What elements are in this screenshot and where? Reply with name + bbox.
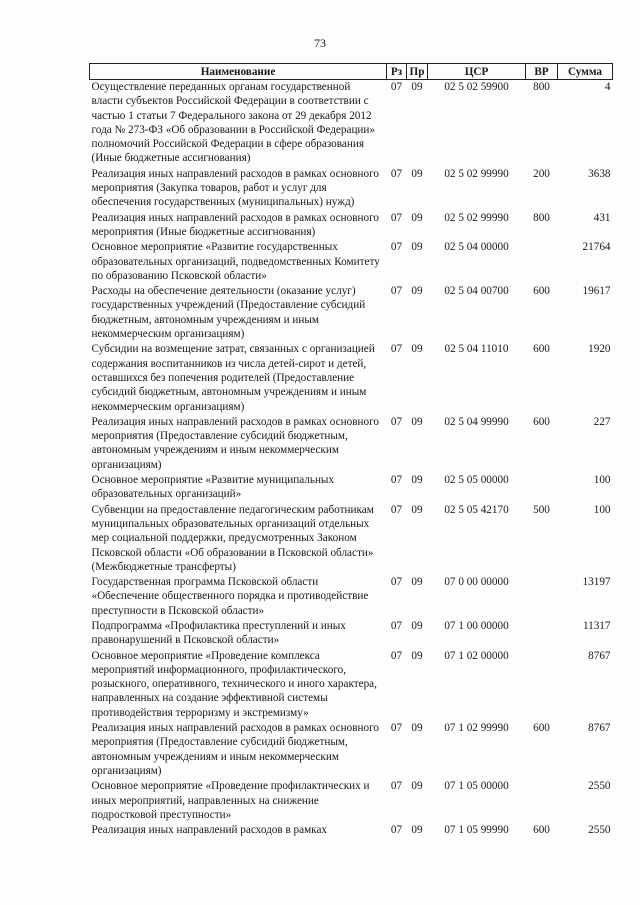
cell-sum: 13197	[582, 576, 611, 589]
cell-sum: 11317	[582, 619, 611, 632]
cell-name: Реализация иных направлений расходов в рамках основного мероприятия (Закупка товаров, работ и услуг для обеспечения государственных (муниципальных) нужд)	[91, 167, 379, 209]
cell-rz: 07	[390, 241, 403, 254]
cell-vr: 600	[533, 343, 550, 356]
cell-csr: 02 5 04 00000	[444, 241, 509, 254]
cell-sum: 19617	[582, 285, 611, 298]
cell-pr: 09	[411, 649, 423, 662]
cell-pr: 09	[411, 81, 423, 93]
cell-rz: 07	[390, 619, 403, 632]
cell-csr: 02 5 02 99990	[444, 211, 509, 224]
cell-name: Субвенции на предоставление педагогическим работникам муниципальных образовательных организаций отдельных мер социальной поддержки, предусмотренных Законом Псковской области «Об образовании в Псковской области» (Межбюджетные трансферты)	[91, 503, 374, 573]
cell-csr: 02 5 02 59900	[444, 81, 509, 93]
cell-csr: 07 1 05 99990	[444, 824, 509, 837]
cell-rz: 07	[390, 415, 403, 428]
cell-pr: 09	[411, 474, 423, 487]
table-body	[90, 80, 613, 839]
cell-vr: 800	[533, 211, 550, 224]
cell-name: Реализация иных направлений расходов в рамках основного мероприятия (Предоставление субсидий бюджетным, автономным учреждениям и иным некоммерческим организациям)	[91, 415, 379, 471]
table-row	[90, 823, 613, 838]
cell-csr: 02 5 04 00700	[444, 285, 509, 298]
cell-pr: 09	[411, 211, 423, 224]
cell-rz: 07	[390, 576, 403, 589]
cell-sum: 21764	[582, 241, 611, 254]
table-row	[90, 473, 613, 503]
cell-pr: 09	[411, 824, 423, 837]
table-row	[90, 415, 613, 473]
column-header-rz: Рз	[387, 64, 407, 80]
cell-name: Государственная программа Псковской области «Обеспечение общественного порядка и противодействие преступности в Псковской области»	[91, 576, 369, 617]
cell-pr: 09	[411, 503, 423, 516]
cell-rz: 07	[390, 649, 403, 662]
cell-csr: 02 5 04 11010	[444, 343, 509, 356]
cell-pr: 09	[411, 343, 423, 356]
cell-pr: 09	[411, 576, 423, 589]
cell-rz: 07	[390, 285, 403, 298]
cell-vr: 600	[533, 285, 550, 298]
column-header-name: Наименование	[90, 64, 387, 80]
cell-sum: 2550	[588, 780, 611, 793]
cell-name: Основное мероприятие «Проведение профилактических и иных мероприятий, направленных на снижение подростковой преступности»	[91, 780, 370, 821]
cell-pr: 09	[411, 780, 423, 793]
cell-sum: 431	[593, 211, 611, 224]
table-row	[90, 619, 613, 649]
cell-pr: 09	[411, 167, 423, 180]
column-header-sum: Сумма	[558, 64, 613, 80]
table-row	[90, 80, 613, 167]
column-header-csr: ЦСР	[428, 64, 526, 80]
cell-name: Субсидии на возмещение затрат, связанных с организацией содержания воспитанников из числа детей-сирот и детей, оставшихся без попечения родителей (Предоставление субсидий бюджетным, автономным учреждениям и иным некоммерческим организациям)	[91, 343, 375, 413]
cell-sum: 227	[593, 415, 611, 428]
cell-sum: 1920	[588, 343, 611, 356]
cell-vr	[526, 619, 558, 649]
cell-pr: 09	[411, 722, 423, 735]
cell-vr: 600	[533, 415, 550, 428]
cell-pr: 09	[411, 619, 423, 632]
column-header-vr: ВР	[526, 64, 558, 80]
page-number: 73	[314, 36, 326, 50]
cell-pr: 09	[411, 415, 423, 428]
cell-name: Основное мероприятие «Развитие государственных образовательных организаций, подведомственных Комитету по образованию Псковской области»	[91, 241, 380, 282]
cell-rz: 07	[390, 780, 403, 793]
cell-vr: 200	[533, 167, 550, 180]
cell-vr	[526, 779, 558, 823]
cell-rz: 07	[390, 722, 403, 735]
table-row	[90, 240, 613, 284]
cell-vr	[526, 473, 558, 503]
cell-csr: 02 5 05 00000	[444, 474, 509, 487]
table-row	[90, 721, 613, 779]
cell-csr: 02 5 04 99990	[444, 415, 509, 428]
cell-sum: 8767	[588, 649, 611, 662]
cell-rz: 07	[390, 474, 403, 487]
cell-sum: 2550	[588, 824, 611, 837]
cell-vr: 800	[533, 81, 550, 93]
cell-name: Основное мероприятие «Проведение комплекса мероприятий информационного, профилактического, розыскного, оперативного, технического и иного характера, направленных на создание эффективной системы противодействия терроризму и экстремизму»	[91, 649, 377, 719]
cell-name: Реализация иных направлений расходов в рамках основного мероприятия (Иные бюджетные ассигнования)	[91, 211, 379, 238]
cell-vr: 500	[533, 503, 550, 516]
cell-csr: 07 1 02 00000	[444, 649, 509, 662]
cell-name: Осуществление переданных органам государственной власти субъектов Российской Федерации в соответствии с частью 1 статьи 7 Федерального закона от 29 декабря 2012 года № 273-ФЗ «Об образовании в Российской Федерации» полномочий Российской Федерации в сфере образования (Иные бюджетные ассигнования)	[91, 81, 376, 165]
cell-vr: 600	[533, 824, 550, 837]
cell-sum: 8767	[588, 722, 611, 735]
budget-table	[89, 63, 613, 838]
cell-rz: 07	[390, 503, 403, 516]
cell-pr: 09	[411, 285, 423, 298]
cell-vr	[526, 240, 558, 284]
cell-sum: 100	[593, 503, 611, 516]
cell-rz: 07	[390, 343, 403, 356]
cell-sum: 4	[604, 81, 611, 93]
cell-csr: 02 5 05 42170	[444, 503, 509, 516]
cell-rz: 07	[390, 824, 403, 837]
cell-name: Подпрограмма «Профилактика преступлений и иных правонарушений в Псковской области»	[91, 619, 346, 647]
cell-name: Реализация иных направлений расходов в рамках основного мероприятия (Предоставление субсидий бюджетным, автономным учреждениям и иным некоммерческим организациям)	[91, 722, 379, 777]
cell-csr: 07 1 05 00000	[444, 780, 509, 793]
table-row	[90, 649, 613, 721]
cell-sum: 3638	[588, 167, 611, 180]
table-row	[90, 167, 613, 211]
table-row	[90, 503, 613, 575]
table-row	[90, 575, 613, 619]
cell-pr: 09	[411, 241, 423, 254]
table-row	[90, 779, 613, 823]
cell-csr: 07 1 02 99990	[444, 722, 509, 735]
table-row	[90, 342, 613, 414]
cell-vr: 600	[533, 722, 550, 735]
cell-rz: 07	[390, 81, 403, 93]
cell-vr	[526, 575, 558, 619]
cell-name: Основное мероприятие «Развитие муниципальных образовательных организаций»	[91, 474, 335, 501]
table-row	[90, 211, 613, 241]
cell-csr: 07 0 00 00000	[444, 576, 509, 589]
cell-csr: 02 5 02 99990	[444, 167, 509, 180]
table-header-row	[90, 64, 613, 80]
cell-vr	[526, 649, 558, 721]
cell-name: Расходы на обеспечение деятельности (оказание услуг) государственных учреждений (Предоставление субсидий бюджетным, автономным учреждениям и иным некоммерческим организациям)	[91, 285, 366, 341]
table-row	[90, 284, 613, 342]
cell-csr: 07 1 00 00000	[444, 619, 509, 632]
cell-name: Реализация иных направлений расходов в рамках	[91, 824, 328, 837]
cell-rz: 07	[390, 211, 403, 224]
cell-rz: 07	[390, 167, 403, 180]
cell-sum: 100	[593, 474, 611, 487]
column-header-pr: Пр	[407, 64, 428, 80]
